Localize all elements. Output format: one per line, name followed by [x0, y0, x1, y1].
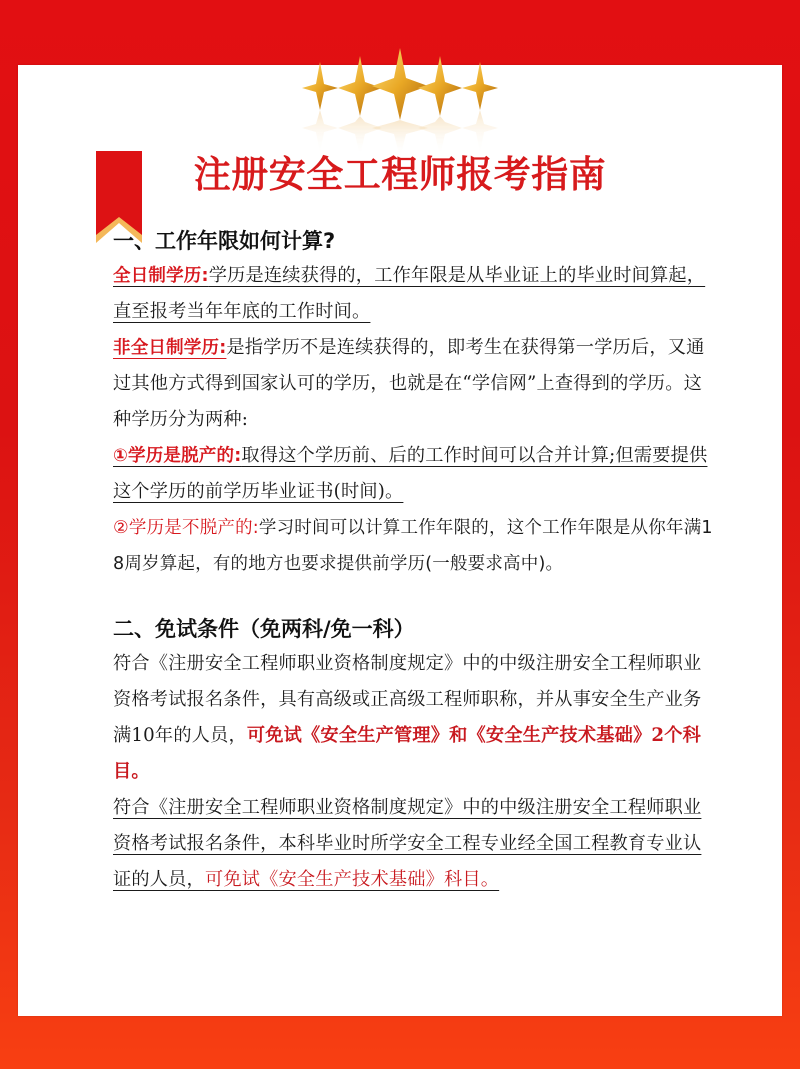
fulltime-education-label: 全日制学历: [113, 266, 209, 286]
section-heading-exemption: 二、免试条件（免两科/免一科） [113, 617, 415, 641]
star-3-icon [372, 48, 428, 120]
exemption-one-subject-paragraph [113, 790, 718, 898]
section-spacer [113, 582, 718, 612]
parttime-study-label: ②学历是不脱产的: [113, 518, 259, 538]
star-5-icon [462, 62, 498, 110]
parttime-education-paragraph [113, 330, 718, 438]
parttime-education-label: 非全日制学历: [113, 338, 227, 358]
fulltime-education-text: 学历是连续获得的，工作年限是从毕业证上的毕业时间算起，直至报考当年年底的工作时间。 [113, 265, 706, 322]
guide-content [113, 224, 718, 898]
exemption-two-subjects-text: 符合《注册安全工程师职业资格制度规定》中的中级注册安全工程师职业资格考试报名条件，具有高级或正高级工程师职称，并从事安全生产业务满10年的人员， [113, 653, 702, 746]
fulltime-study-paragraph [113, 438, 718, 510]
fulltime-study-label: ①学历是脱产的: [113, 446, 242, 466]
fulltime-education-paragraph [113, 258, 718, 330]
gold-stars-icon [300, 48, 500, 158]
parttime-study-paragraph [113, 510, 718, 582]
fulltime-study-text: 取得这个学历前、后的工作时间可以合并计算;但需要提供这个学历的前学历毕业证书(时间)。 [113, 445, 708, 502]
star-1-icon [302, 62, 338, 110]
star-4-icon [418, 56, 462, 116]
exemption-one-subject-highlight: 可免试《安全生产技术基础》科目。 [204, 869, 500, 890]
section-heading-work-years: 一、工作年限如何计算? [113, 229, 336, 253]
exemption-one-subject-text: 符合《注册安全工程师职业资格制度规定》中的中级注册安全工程师职业资格考试报名条件，本科毕业时所学安全工程专业经全国工程教育专业认证的人员， [113, 797, 702, 890]
page-title: 注册安全工程师报考指南 [193, 153, 607, 196]
exemption-two-subjects-paragraph [113, 646, 718, 790]
parttime-education-text: 是指学历不是连续获得的，即考生在获得第一学历后，又通过其他方式得到国家认可的学历，也就是在“学信网”上查得到的学历。这种学历分为两种: [113, 337, 705, 430]
parttime-study-text: 学习时间可以计算工作年限的，这个工作年限是从你年满18周岁算起，有的地方也要求提供前学历(一般要求高中)。 [113, 518, 713, 574]
exemption-two-subjects-highlight: 可免试《安全生产管理》和《安全生产技术基础》2个科目。 [113, 725, 702, 782]
